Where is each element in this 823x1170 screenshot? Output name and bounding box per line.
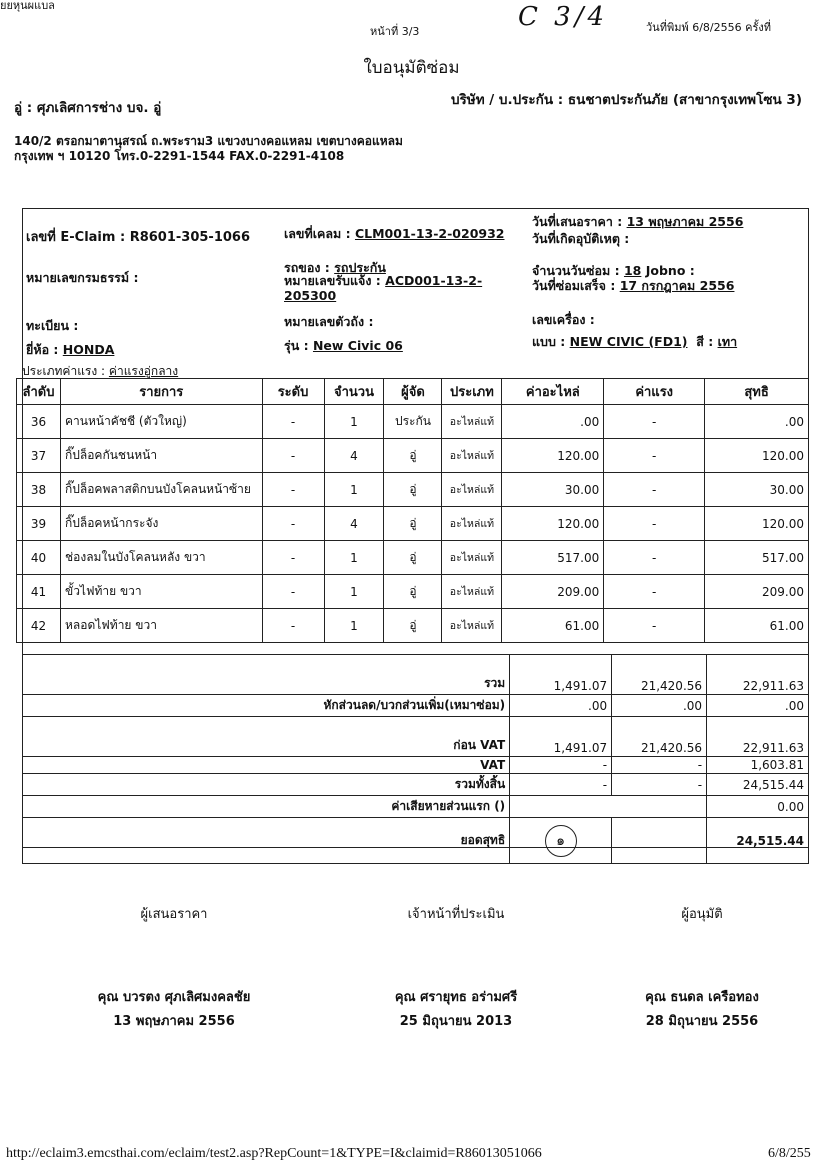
handwritten-note: C 3/4 [518, 2, 609, 32]
row-supplier: อู่ [384, 575, 442, 609]
row-type: อะไหล่แท้ [442, 473, 502, 507]
row-no: 39 [17, 507, 61, 541]
row-item: ช่องลมในบังโคลนหลัง ขวา [60, 541, 262, 575]
row-level: - [262, 473, 324, 507]
row-supplier: อู่ [384, 439, 442, 473]
table-row [17, 473, 809, 507]
row-parts: 61.00 [502, 609, 604, 643]
sig-name-approver: คุณ ธนดล เครือทอง [645, 990, 759, 1005]
table-header-row [17, 379, 809, 405]
row-level: - [262, 405, 324, 439]
col-no: ลำดับ [17, 379, 61, 405]
repair-days: จำนวนวันซ่อม : 18 Jobno : [532, 263, 695, 278]
row-item: ขั้วไฟท้าย ขวา [60, 575, 262, 609]
policy-number: หมายเลขกรมธรรม์ : [26, 270, 139, 285]
row-parts: 517.00 [502, 541, 604, 575]
garage-line: อู่ : ศุภเลิศการช่าง บจ. อู่ [14, 100, 162, 116]
quote-date: วันที่เสนอราคา : 13 พฤษภาคม 2556 [532, 214, 744, 229]
row-supplier: อู่ [384, 541, 442, 575]
table-row [17, 575, 809, 609]
col-item: รายการ [60, 379, 262, 405]
table-row [17, 609, 809, 643]
car-type: แบบ : NEW CIVIC (FD1) สี : เทา [532, 334, 738, 349]
sig-date-approver: 28 มิถุนายน 2556 [645, 1014, 759, 1029]
page-title: ใบอนุมัติซ่อม [363, 58, 460, 78]
row-type: อะไหล่แท้ [442, 405, 502, 439]
sig-name-assessor: คุณ ศรายุทธ อร่ามศรี [394, 990, 518, 1005]
row-no: 41 [17, 575, 61, 609]
col-labor: ค่าแรง [604, 379, 705, 405]
row-net: 120.00 [705, 507, 809, 541]
row-type: อะไหล่แท้ [442, 609, 502, 643]
row-no: 37 [17, 439, 61, 473]
row-labor: - [604, 439, 705, 473]
row-net: 209.00 [705, 575, 809, 609]
row-parts: 120.00 [502, 507, 604, 541]
finish-date: วันที่ซ่อมเสร็จ : 17 กรกฎาคม 2556 [532, 278, 735, 293]
engine: เลขเครื่อง : [532, 312, 595, 327]
eclaim-number: เลขที่ E-Claim : R8601-305-1066 [26, 230, 251, 245]
row-qty: 1 [324, 575, 384, 609]
deductible-row: ค่าเสียหายส่วนแรก () 0.00 [23, 796, 809, 818]
row-no: 38 [17, 473, 61, 507]
sig-date-quoter: 13 พฤษภาคม 2556 [113, 1014, 235, 1029]
row-type: อะไหล่แท้ [442, 575, 502, 609]
row-supplier: ประกัน [384, 405, 442, 439]
claim-number: เลขที่เคลม : CLM001-13-2-020932 [284, 226, 505, 241]
col-type: ประเภท [442, 379, 502, 405]
row-qty: 1 [324, 609, 384, 643]
row-item: คานหน้าคัชชี (ตัวใหญ่) [60, 405, 262, 439]
sig-date-assessor: 25 มิถุนายน 2013 [399, 1014, 513, 1029]
labor-type: ประเภทค่าแรง : ค่าแรงอู่กลาง [22, 364, 179, 378]
circled-mark: ๑ [545, 825, 577, 857]
car-of: รถของ : รถประกัน [284, 260, 386, 275]
row-parts: 30.00 [502, 473, 604, 507]
row-labor: - [604, 609, 705, 643]
row-qty: 1 [324, 405, 384, 439]
col-parts: ค่าอะไหล่ [502, 379, 604, 405]
notify-number: หมายเลขรับแจ้ง : ACD001-13-2-205300 [284, 273, 483, 303]
insurer-line: บริษัท / บ.ประกัน : ธนชาตประกันภัย (สาขากรุงเทพโซน 3) [450, 92, 802, 108]
garage-address: 140/2 ตรอกมาตานุสรณ์ ถ.พระราม3 แขวงบางคอแหลม เขตบางคอแหลม กรุงเทพ ฯ 10120 โทร.0-2291-1544 FAX.0-2291-4108 [14, 134, 403, 163]
footer-url[interactable]: http://eclaim3.emcsthai.com/eclaim/test2.asp?RepCount=1&TYPE=I&claimid=R86013051066 [6, 1146, 542, 1161]
prevat-row: ก่อน VAT 1,491.07 21,420.56 22,911.63 [23, 717, 809, 757]
model: รุ่น : New Civic 06 [284, 338, 403, 353]
table-row [17, 439, 809, 473]
row-qty: 4 [324, 507, 384, 541]
accident-date: วันที่เกิดอุบัติเหตุ : [532, 231, 630, 246]
vat-row: VAT - - 1,603.81 [23, 757, 809, 774]
row-net: .00 [705, 405, 809, 439]
row-labor: - [604, 541, 705, 575]
plate: ทะเบียน : [26, 318, 79, 333]
chassis: หมายเลขตัวถัง : [284, 314, 374, 329]
row-labor: - [604, 575, 705, 609]
row-net: 30.00 [705, 473, 809, 507]
sig-role-quoter: ผู้เสนอราคา [140, 907, 208, 922]
footer-date: 6/8/255 [768, 1146, 811, 1161]
row-net: 517.00 [705, 541, 809, 575]
summary-table [22, 654, 809, 864]
col-level: ระดับ [262, 379, 324, 405]
row-qty: 1 [324, 473, 384, 507]
items-table [16, 378, 809, 643]
row-level: - [262, 575, 324, 609]
row-level: - [262, 541, 324, 575]
row-type: อะไหล่แท้ [442, 507, 502, 541]
print-date: วันที่พิมพ์ 6/8/2556 ครั้งที่ [646, 21, 771, 34]
table-row [17, 541, 809, 575]
page-label: หน้าที่ 3/3 [370, 25, 420, 38]
row-item: หลอดไฟท้าย ขวา [60, 609, 262, 643]
col-supplier: ผู้จัด [384, 379, 442, 405]
brand: ยี่ห้อ : HONDA [26, 342, 115, 357]
row-labor: - [604, 507, 705, 541]
row-type: อะไหล่แท้ [442, 439, 502, 473]
row-labor: - [604, 405, 705, 439]
row-level: - [262, 507, 324, 541]
sig-name-quoter: คุณ บวรตง ศุภเลิศมงคลชัย [97, 990, 251, 1005]
row-item: กิ๊ปล็อคพลาสติกบนบังโคลนหน้าซ้าย [60, 473, 262, 507]
sig-role-approver: ผู้อนุมัติ [681, 907, 723, 922]
discount-row: หักส่วนลด/บวกส่วนเพิ่ม(เหมาซ่อม) .00 .00 .00 [23, 695, 809, 717]
net-row: ยอดสุทธิ ๑ 24,515.44 [23, 818, 809, 864]
row-net: 120.00 [705, 439, 809, 473]
row-no: 36 [17, 405, 61, 439]
grand-total-row: รวมทั้งสิ้น - - 24,515.44 [23, 774, 809, 796]
col-net: สุทธิ [705, 379, 809, 405]
row-parts: 209.00 [502, 575, 604, 609]
row-supplier: อู่ [384, 473, 442, 507]
sig-role-assessor: เจ้าหน้าที่ประเมิน [407, 907, 505, 922]
row-item: กิ๊ปล็อคหน้ากระจัง [60, 507, 262, 541]
row-parts: 120.00 [502, 439, 604, 473]
row-no: 40 [17, 541, 61, 575]
row-level: - [262, 609, 324, 643]
row-qty: 1 [324, 541, 384, 575]
col-qty: จำนวน [324, 379, 384, 405]
row-qty: 4 [324, 439, 384, 473]
row-type: อะไหล่แท้ [442, 541, 502, 575]
row-net: 61.00 [705, 609, 809, 643]
row-supplier: อู่ [384, 609, 442, 643]
row-labor: - [604, 473, 705, 507]
total-row: รวม 1,491.07 21,420.56 22,911.63 [23, 655, 809, 695]
row-item: กิ๊ปล็อคกันชนหน้า [60, 439, 262, 473]
row-supplier: อู่ [384, 507, 442, 541]
corner-text: ยยหุนผแบล [0, 0, 55, 12]
table-row [17, 507, 809, 541]
row-level: - [262, 439, 324, 473]
row-parts: .00 [502, 405, 604, 439]
row-no: 42 [17, 609, 61, 643]
table-row [17, 405, 809, 439]
